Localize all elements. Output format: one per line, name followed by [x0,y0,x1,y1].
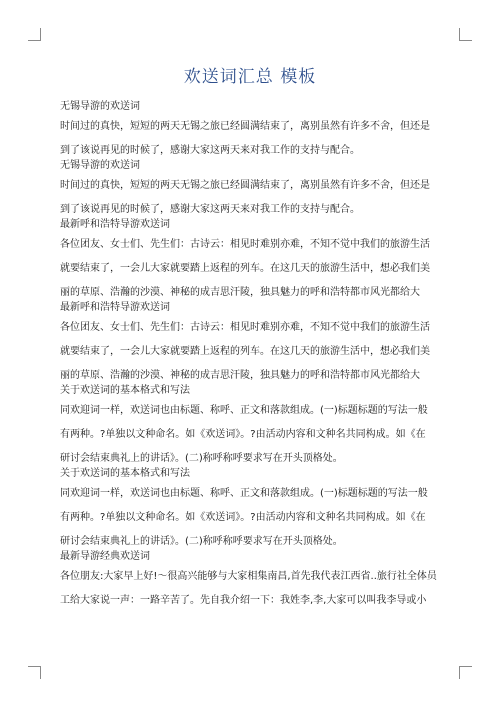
section-hohhot-1 [60,218,445,301]
paragraph-line: 丽的草原、浩瀚的沙漠、神秘的成吉思汗陵，独具魅力的呼和浩特都市风光都给大 [60,287,420,298]
section-heading: 关于欢送词的基本格式和写法 [60,385,190,396]
paragraph-line: 同欢迎词一样，欢送词也由标题、称呼、正文和落款组成。(一)标题标题的写法一般 [60,405,428,416]
paragraph-line: 到了该说再见的时候了，感谢大家这两天来对我工作的支持与配合。 [60,204,360,215]
paragraph-line: 有两种。?单独以文种命名。如《欢送词》。?由活动内容和文种名共同构成。如《在 [60,429,426,440]
paragraph-line: 到了该说再见的时候了，感谢大家这两天来对我工作的支持与配合。 [60,145,360,156]
document-title: 欢送词汇总 模板 [183,67,317,87]
paragraph-line: 各位团友、女士们、先生们：古诗云：相见时难别亦难，不知不觉中我们的旅游生活 [60,322,430,333]
section-heading: 最新呼和浩特导游欢送词 [60,302,170,313]
paragraph-line: 时间过的真快，短短的两天无锡之旅已经圆满结束了，离别虽然有许多不舍，但还是 [60,121,430,132]
section-hohhot-2 [60,301,445,384]
crop-mark-top-right [459,28,472,41]
section-heading: 最新导游经典欢送词 [60,551,150,562]
paragraph-line: 时间过的真快，短短的两天无锡之旅已经圆满结束了，离别虽然有许多不舍，但还是 [60,180,430,191]
section-wuxi-2 [60,159,445,218]
paragraph-line: 工给大家说一声：一路辛苦了。先自我介绍一下：我姓李,李,大家可以叫我李导或小 [60,595,427,606]
section-wuxi-1 [60,100,445,159]
paragraph-line: 就要结束了，一会儿大家就要踏上返程的列车。在这几天的旅游生活中，想必我们美 [60,263,430,274]
paragraph-line: 各位团友、女士们、先生们：古诗云：相见时难别亦难，不知不觉中我们的旅游生活 [60,239,430,250]
section-format-2 [60,467,445,550]
section-heading: 无锡导游的欢送词 [60,160,140,171]
section-heading: 关于欢送词的基本格式和写法 [60,468,190,479]
section-format-1 [60,384,445,467]
section-heading: 最新呼和浩特导游欢送词 [60,219,170,230]
section-classic [60,550,445,609]
paragraph-line: 同欢迎词一样，欢送词也由标题、称呼、正文和落款组成。(一)标题标题的写法一般 [60,488,428,499]
crop-mark-bottom-right [459,666,472,679]
crop-mark-bottom-left [28,666,41,679]
paragraph-line: 丽的草原、浩瀚的沙漠、神秘的成吉思汗陵，独具魅力的呼和浩特都市风光都给大 [60,370,420,381]
section-heading: 无锡导游的欢送词 [60,101,140,112]
crop-mark-top-left [28,28,41,41]
paragraph-line: 有两种。?单独以文种命名。如《欢送词》。?由活动内容和文种名共同构成。如《在 [60,512,426,523]
paragraph-line: 研讨会结束典礼上的讲话》。(二)称呼称呼要求写在开头顶格处。 [60,453,343,464]
paragraph-line: 研讨会结束典礼上的讲话》。(二)称呼称呼要求写在开头顶格处。 [60,536,343,547]
document-body [60,100,445,609]
paragraph-line: 各位朋友:大家早上好!～很高兴能够与大家相集南昌,首先我代表江西省..旅行社全体员 [60,571,437,582]
paragraph-line: 就要结束了，一会儿大家就要踏上返程的列车。在这几天的旅游生活中，想必我们美 [60,346,430,357]
